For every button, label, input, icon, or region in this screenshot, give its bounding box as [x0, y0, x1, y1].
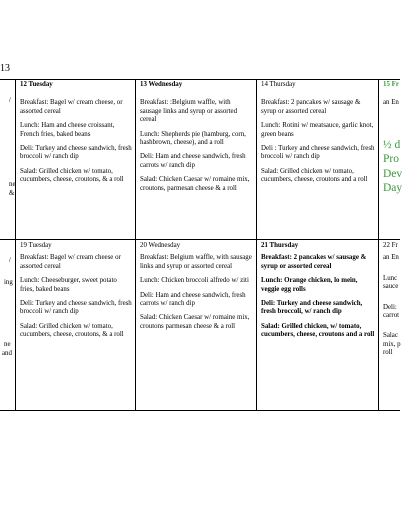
breakfast-item: Breakfast: Bagel w/ cream cheese or assorted cereal [20, 254, 121, 270]
page-title: 13 [0, 63, 10, 74]
friday-fragment: roll [383, 349, 393, 357]
monday-fragment: & [9, 190, 15, 197]
day-header: 20 Wednesday [140, 242, 181, 249]
friday-fragment: Lunc [383, 274, 398, 282]
friday-fragment: Deli: [383, 303, 397, 311]
day-header: 22 Fr [383, 242, 398, 249]
breakfast-item: Breakfast: Belgium waffle, with sausage links and syrup or assorted cereal [140, 254, 252, 270]
friday-fragment: an En [383, 99, 399, 107]
deli-item: Deli: Ham and cheese sandwich, fresh carrots w/ ranch dip [140, 153, 246, 169]
day-cell-friday-22 [379, 240, 400, 410]
day-cell-tuesday-19 [16, 240, 135, 410]
breakfast-item: Breakfast: :Belgium waffle, with sausage links and syrup or assorted cereal [140, 99, 238, 124]
special-note-line: Dev [383, 167, 402, 180]
monday-fragment: ne [4, 341, 11, 348]
day-header: 19 Tuesday [20, 242, 52, 249]
day-cell-thursday-14 [257, 79, 378, 239]
day-header: 15 Fr [383, 81, 399, 88]
day-cell-thursday-21 [257, 240, 378, 410]
salad-item: Salad: Chicken Caesar w/ romaine mix, croutons parmesan cheese & a roll [140, 314, 250, 330]
salad-item: Salad: Grilled chicken w/ tomato, cucumbers, cheese, croutons and a roll [261, 167, 368, 184]
salad-item: Salad: Chicken Caesar w/ romaine mix, croutons, parmesan cheese & a roll [140, 176, 250, 192]
day-cell-friday-15 [379, 79, 400, 239]
breakfast-item: Breakfast: Bagel w/ cream cheese, or assorted cereal [20, 99, 123, 115]
lunch-item: Lunch: Rotini w/ meatsauce, garlic knot, green beans [261, 122, 374, 138]
day-header: 14 Thursday [261, 81, 296, 88]
breakfast-item: Breakfast: 2 pancakes w/ sausage & syrup or assorted cereal [261, 99, 361, 115]
day-header: 13 Wednesday [140, 81, 183, 88]
day-cell-wednesday-20 [136, 240, 256, 410]
day-cell-tuesday-12 [16, 79, 135, 239]
calendar-grid [0, 79, 400, 411]
deli-item: Deli: Turkey and cheese sandwich, fresh broccoli w/ ranch dip [20, 300, 132, 316]
day-header: 12 Tuesday [20, 81, 53, 88]
special-note-line: Day [383, 182, 402, 195]
monday-fragment: / [9, 97, 11, 104]
salad-item: Salad: Grilled chicken w/ tomato, cucumbers, cheese, croutons, & a roll [20, 167, 124, 184]
day-header: 21 Thursday [261, 242, 299, 249]
lunch-item: Lunch: Orange chicken, lo mein, veggie egg rolls [261, 277, 358, 293]
friday-fragment: sauce [383, 283, 399, 291]
lunch-item: Lunch: Shepherds pie (hamburg, corn, hashbrown, cheese), and a roll [140, 130, 246, 147]
salad-item: Salad: Grilled chicken, w/ tomato, cucumbers, cheese, croutons and a roll [261, 322, 375, 339]
deli-item: Deli: Turkey and cheese sandwich, fresh broccoli, w/ ranch dip [261, 300, 363, 316]
friday-fragment: mix, p [383, 340, 401, 348]
deli-item: Deli : Turkey and cheese sandwich, fresh broccoli w/ ranch dip [261, 145, 375, 161]
lunch-item: Lunch: Cheeseburger, sweet potato fries, baked beans [20, 277, 117, 293]
breakfast-item: Breakfast: 2 pancakes w/ sausage & syrup or assorted cereal [261, 254, 367, 270]
friday-fragment: carrot [383, 312, 400, 320]
monday-cell-partial [0, 97, 15, 237]
monday-cell-partial [0, 257, 15, 407]
deli-item: Deli: Ham and cheese sandwich, fresh carrots w/ ranch dip [140, 291, 246, 308]
monday-fragment: and [2, 350, 12, 357]
deli-item: Deli: Turkey and cheese sandwich, fresh broccoli w/ ranch dip [20, 145, 132, 161]
monday-fragment: ing [4, 279, 13, 286]
monday-fragment: ne [9, 181, 16, 188]
friday-fragment: an En [383, 254, 399, 262]
day-cell-wednesday-13 [136, 79, 256, 239]
grid-bottom-border [0, 410, 400, 411]
monday-fragment: / [9, 257, 11, 264]
special-note-line: Pro [383, 153, 399, 166]
special-note-line: ½ d [383, 138, 401, 151]
salad-item: Salad: Grilled chicken w/ tomato, cucumbers, cheese, croutons, & a roll [20, 322, 124, 339]
lunch-item: Lunch: Ham and cheese croissant, French fries, baked beans [20, 122, 115, 138]
lunch-item: Lunch: Chicken broccoli alfredo w/ ziti [140, 277, 249, 285]
friday-fragment: Salac [383, 332, 398, 340]
